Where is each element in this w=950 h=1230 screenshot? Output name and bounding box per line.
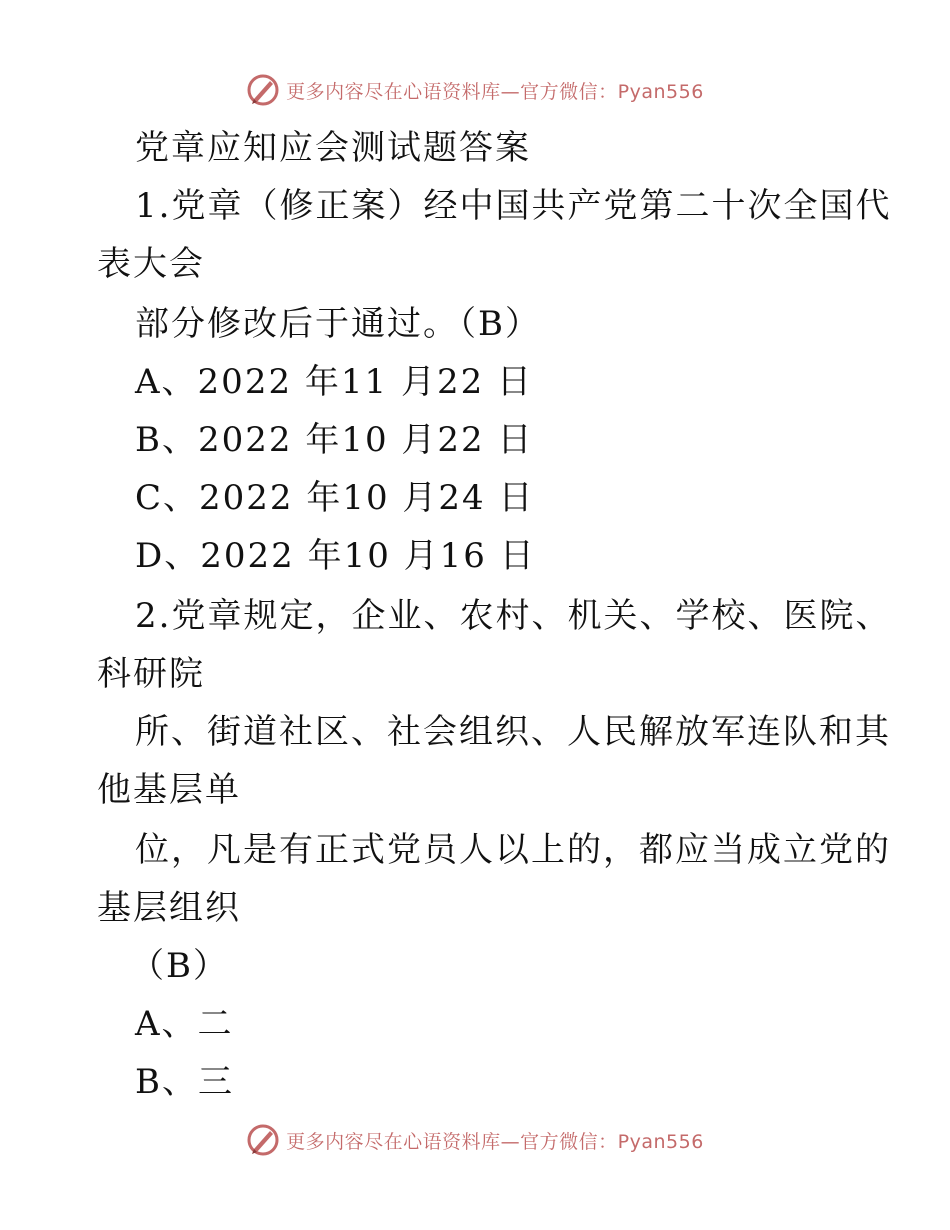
document-title: 党章应知应会测试题答案 [135, 128, 531, 168]
question-2-stem-cont: 他基层单 [97, 770, 241, 810]
question-1-stem: 1.党章（修正案）经中国共产党第二十次全国代 [135, 186, 892, 226]
question-1-option-c: C、2022 年10 月24 日 [135, 478, 535, 518]
question-2-option-b: B、三 [135, 1062, 234, 1102]
question-1-option-b: B、2022 年10 月22 日 [135, 420, 534, 460]
question-2-stem-cont: 科研院 [97, 654, 205, 694]
question-1-option-d: D、2022 年10 月16 日 [135, 536, 536, 576]
question-2-stem-cont: 所、街道社区、社会组织、人民解放军连队和其 [135, 712, 891, 752]
footer-watermark [0, 1120, 950, 1160]
question-2-stem-cont: 基层组织 [97, 888, 241, 928]
watermark-text: 更多内容尽在心语资料库—官方微信：Pyan556 [286, 80, 704, 103]
question-1-option-a: A、2022 年11 月22 日 [135, 362, 534, 402]
watermark-text: 更多内容尽在心语资料库—官方微信：Pyan556 [286, 1130, 704, 1153]
question-2-option-a: A、二 [135, 1004, 234, 1044]
question-1-stem-cont: 部分修改后于通过。（B） [135, 304, 541, 344]
question-2-answer: （B） [130, 946, 229, 986]
question-1-stem-cont: 表大会 [97, 244, 205, 284]
question-2-stem: 2.党章规定，企业、农村、机关、学校、医院、 [135, 596, 892, 636]
pen-logo-icon [246, 1123, 280, 1157]
question-2-stem-cont: 位，凡是有正式党员人以上的，都应当成立党的 [135, 830, 891, 870]
